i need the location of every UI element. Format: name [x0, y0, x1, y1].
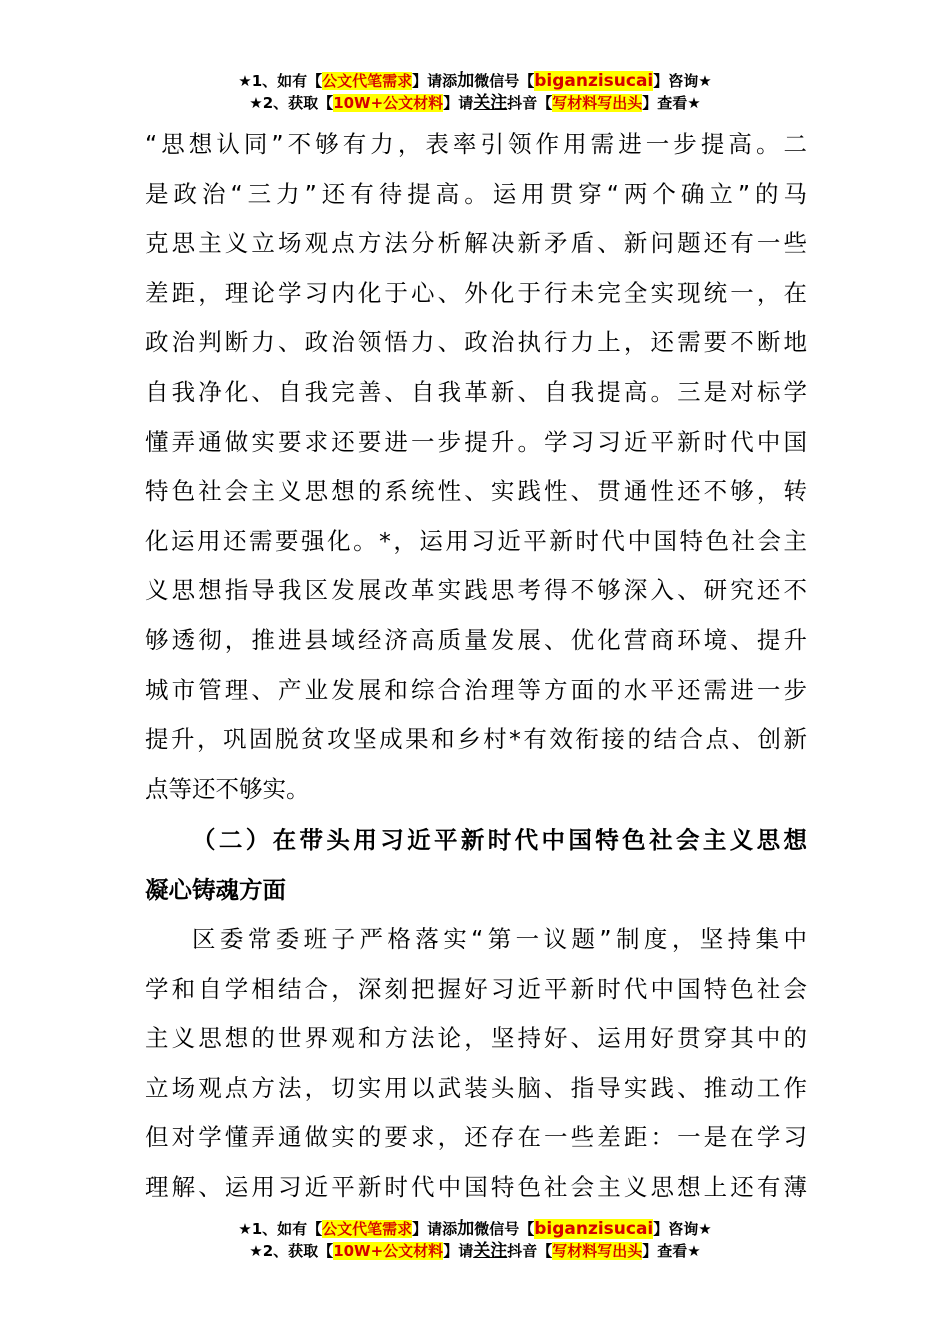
banner-text: 】咨询★	[653, 72, 712, 90]
banner-text: 微信号【	[474, 1220, 535, 1238]
text-line: 提升，巩固脱贫攻坚成果和乡村*有效衔接的结合点、创新	[145, 725, 807, 754]
banner-text: ★2、获取【	[249, 94, 334, 112]
banner-text: ★1、如有【	[238, 1220, 323, 1238]
text-line: 主义思想的世界观和方法论，坚持好、运用好贯穿其中的	[145, 1024, 807, 1053]
text-line: 化运用还需要强化。*，运用习近平新时代中国特色社会主	[145, 526, 807, 555]
banner-text: 微信号【	[474, 72, 535, 90]
banner-wechat-id: biganzisucai	[534, 1219, 654, 1239]
text-line: 学和自学相结合，深刻把握好习近平新时代中国特色社会	[145, 974, 807, 1003]
header-banner	[0, 70, 950, 114]
text-line: 自我净化、自我完善、自我革新、自我提高。三是对标学	[145, 377, 807, 406]
banner-text: 】查看★	[642, 1242, 701, 1260]
text-line: 但对学懂弄通做实的要求，还存在一些差距：一是在学习	[145, 1123, 807, 1152]
banner-highlight: 10W+公文材料	[333, 94, 444, 112]
text-line: 够透彻，推进县域经济高质量发展、优化营商环境、提升	[145, 625, 807, 654]
banner-highlight: 10W+公文材料	[333, 1242, 444, 1260]
banner-wechat-id: biganzisucai	[534, 71, 654, 91]
banner-highlight: 公文代笔需求	[322, 1220, 413, 1238]
text-line: 理解、运用习近平新时代中国特色社会主义思想上还有薄	[145, 1172, 807, 1201]
text-line: 城市管理、产业发展和综合治理等方面的水平还需进一步	[145, 675, 807, 704]
banner-text: 】请	[443, 94, 474, 112]
section-heading	[145, 816, 807, 915]
heading-line: 凝心铸魂方面	[145, 875, 286, 904]
text-line: 懂弄通做实要求还要进一步提升。学习习近平新时代中国	[145, 427, 807, 456]
banner-line-1	[0, 70, 950, 92]
heading-line: （二）在带头用习近平新时代中国特色社会主义思想	[192, 826, 807, 854]
banner-text: 】请	[443, 1242, 474, 1260]
banner-line-1	[0, 1218, 950, 1240]
banner-douyin-id: 写材料写出头	[552, 1242, 643, 1260]
footer-banner	[0, 1218, 950, 1262]
text-line: 义思想指导我区发展改革实践思考得不够深入、研究还不	[145, 576, 807, 605]
banner-emphasis: 加	[457, 71, 475, 91]
text-line: 克思主义立场观点方法分析解决新矛盾、新问题还有一些	[145, 229, 807, 258]
banner-highlight: 公文代笔需求	[322, 72, 413, 90]
text-line: 立场观点方法，切实用以武装头脑、指导实践、推动工作	[145, 1073, 807, 1102]
text-line: 点等还不够实。	[145, 774, 310, 803]
banner-text: 抖音【	[507, 1242, 553, 1260]
banner-line-2	[0, 92, 950, 114]
text-line: 区委常委班子严格落实“第一议题”制度，坚持集中	[192, 925, 807, 953]
text-line: “思想认同”不够有力，表率引领作用需进一步提高。二	[145, 130, 807, 158]
paragraph-2	[145, 915, 807, 1213]
banner-emphasis: 关注	[473, 93, 508, 113]
paragraph-1	[145, 120, 807, 814]
banner-text: 】请添	[412, 72, 458, 90]
banner-text: ★1、如有【	[238, 72, 323, 90]
banner-text: 】咨询★	[653, 1220, 712, 1238]
banner-douyin-id: 写材料写出头	[552, 94, 643, 112]
banner-text: 抖音【	[507, 94, 553, 112]
banner-emphasis: 加	[457, 1219, 475, 1239]
text-line: 政治判断力、政治领悟力、政治执行力上，还需要不断地	[145, 328, 807, 357]
text-line: 差距，理论学习内化于心、外化于行未完全实现统一，在	[145, 278, 807, 307]
banner-text: 】查看★	[642, 94, 701, 112]
text-line: 特色社会主义思想的系统性、实践性、贯通性还不够，转	[145, 477, 807, 506]
text-line: 是政治“三力”还有待提高。运用贯穿“两个确立”的马	[145, 179, 807, 208]
banner-text: 】请添	[412, 1220, 458, 1238]
banner-text: ★2、获取【	[249, 1242, 334, 1260]
banner-line-2	[0, 1240, 950, 1262]
banner-emphasis: 关注	[473, 1241, 508, 1261]
